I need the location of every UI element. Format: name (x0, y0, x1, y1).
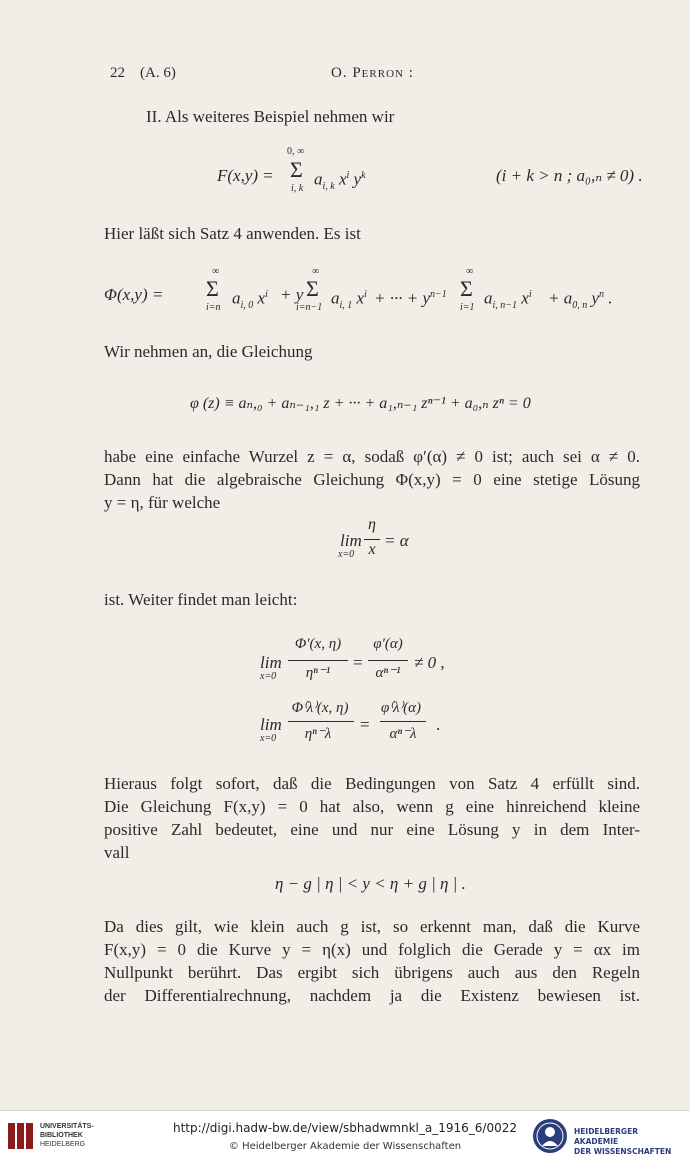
eq2-sum3: Σ (460, 276, 473, 301)
academy-logo (532, 1117, 684, 1155)
lim1-lim: lim (340, 531, 362, 550)
lim3-bar-left (288, 721, 354, 722)
text-line: Die Gleichung F(x,y) = 0 hat also, wenn g eine hinreichend kleine (104, 797, 640, 816)
lim3-bar-right (380, 721, 426, 722)
lim2-lim: lim (260, 653, 282, 672)
lim3-den-left: ηⁿ⁻λ (304, 726, 332, 742)
eq2-sum1-lower: i=n (206, 302, 221, 313)
equation-interval: η − g | η | < y < η + g | η | . (275, 874, 466, 893)
equation-phi: φ (z) ≡ aₙ,₀ + aₙ₋₁,₁ z + ··· + a₁,ₙ₋₁ zⁿ⁻¹ + a₀,ₙ zⁿ = 0 (190, 395, 531, 412)
text-line: der Differentialrechnung, nachdem ja die Existenz bewiesen ist. (104, 986, 640, 1005)
running-author: O. Perron : (331, 65, 414, 81)
lim2-sub: x=0 (260, 671, 277, 682)
text-line: Hieraus folgt sofort, daß die Bedingungen von Satz 4 erfüllt sind. (104, 774, 640, 793)
source-url[interactable]: http://digi.hadw-bw.de/view/sbhadwmnkl_a_1916_6/0022 (172, 1121, 517, 1135)
eq1-sum-lower: i, k (291, 183, 304, 194)
lim3-den-right: αⁿ⁻λ (389, 726, 417, 742)
lim2-tail: ≠ 0 , (414, 653, 445, 672)
lim3-num-right: φ⁽λ⁾(α) (380, 700, 422, 716)
lim2-den-right: αⁿ⁻¹ (375, 665, 401, 681)
eq2-sum1: Σ (206, 276, 219, 301)
logo-text-line: UNIVERSITÄTS- (40, 1123, 94, 1130)
eq2-sum3-lower: i=1 (460, 302, 475, 313)
text-line: F(x,y) = 0 die Kurve y = η(x) und folglich die Gerade y = αx im (104, 940, 640, 959)
eq1-lhs: F(x,y) = (217, 166, 274, 185)
eq2-lhs: Φ(x,y) = (104, 285, 164, 304)
eq2-end: + $a_{0, n}$ $y^n$ . (548, 288, 613, 312)
eq2-sum2: Σ (306, 276, 319, 301)
eq2-sum2-lower: i=n−1 (296, 302, 323, 313)
lim2-bar-right (368, 660, 408, 661)
academy-seal-icon (532, 1118, 568, 1154)
lim3-lim: lim (260, 715, 282, 734)
lim3-sub: x=0 (260, 733, 277, 744)
text-line: Dann hat die algebraische Gleichung Φ(x,y) = 0 eine stetige Lösung (104, 470, 640, 489)
lim1-denominator: x (368, 541, 376, 558)
lim1-rhs: = α (384, 531, 409, 550)
text-line: y = η, für welche (104, 493, 221, 512)
eq1-sum-sign: Σ (290, 157, 303, 182)
copyright-text: © Heidelberger Akademie der Wissenschaften (228, 1141, 462, 1152)
eq2-term2: $a_{i, 1}$ $x^i$ (331, 288, 367, 312)
lim3-tail: . (436, 715, 441, 734)
lim1-sub: x=0 (338, 549, 355, 560)
digitization-footer (0, 1110, 690, 1160)
eq2-term3: $a_{i, n-1}$ $x^i$ (484, 288, 532, 312)
paragraph-satz4: Hier läßt sich Satz 4 anwenden. Es ist (104, 224, 361, 243)
eq2-dots: + ··· + $y^{n-1}$ (374, 288, 447, 308)
lim2-num-left: Φ′(x, η) (294, 636, 342, 652)
eq1-sum-upper: 0, ∞ (287, 146, 305, 157)
lim2-equals: = (353, 653, 363, 672)
paragraph-kurve (104, 915, 640, 1007)
section-ref: (A. 6) (140, 65, 176, 81)
eq2-sum2-upper: ∞ (312, 266, 320, 277)
eq2-term1: $a_{i, 0}$ $x^i$ (232, 288, 268, 312)
logo-text-line: BIBLIOTHEK (40, 1132, 83, 1139)
text-line: habe eine einfache Wurzel z = α, sodaß φ′(α) ≠ 0 ist; auch sei α ≠ 0. (104, 447, 640, 466)
page-number: 22 (110, 65, 125, 81)
lim2-num-right: φ′(α) (373, 636, 403, 652)
paragraph-gleichung: Wir nehmen an, die Gleichung (104, 342, 313, 361)
lim3-equals: = (360, 715, 370, 734)
logo-text-line: HEIDELBERG (40, 1141, 86, 1148)
paragraph-hieraus (104, 772, 640, 864)
academy-text-line: DER WISSENSCHAFTEN (574, 1147, 672, 1156)
academy-text-line: HEIDELBERGER AKADEMIE (574, 1127, 638, 1146)
lim1-bar (364, 539, 380, 540)
paragraph-wurzel (104, 445, 640, 514)
text-line: Nullpunkt berührt. Das ergibt sich übrigens auch aus den Regeln (104, 963, 640, 982)
paragraph-intro: II. Als weiteres Beispiel nehmen wir (146, 107, 395, 126)
eq2-sum1-upper: ∞ (212, 266, 220, 277)
eq1-term: $a_{i, k}$ $x^i$ $y^k$ (314, 169, 366, 193)
lim3-num-left: Φ⁽λ⁾(x, η) (291, 700, 349, 716)
text-line: positive Zahl bedeutet, eine und nur eine Lösung y in dem Inter- (104, 820, 640, 839)
lim2-den-left: ηⁿ⁻¹ (305, 665, 331, 681)
eq2-plus-y: + y (280, 285, 304, 304)
lim2-bar-left (288, 660, 348, 661)
paragraph-weiter: ist. Weiter findet man leicht: (104, 590, 298, 609)
eq2-sum3-upper: ∞ (466, 266, 474, 277)
lim1-numerator: η (368, 516, 376, 533)
text-line: vall (104, 843, 130, 862)
eq1-condition: (i + k > n ; a₀,ₙ ≠ 0) . (496, 166, 643, 185)
text-line: Da dies gilt, wie klein auch g ist, so erkennt man, daß die Kurve (104, 917, 640, 936)
